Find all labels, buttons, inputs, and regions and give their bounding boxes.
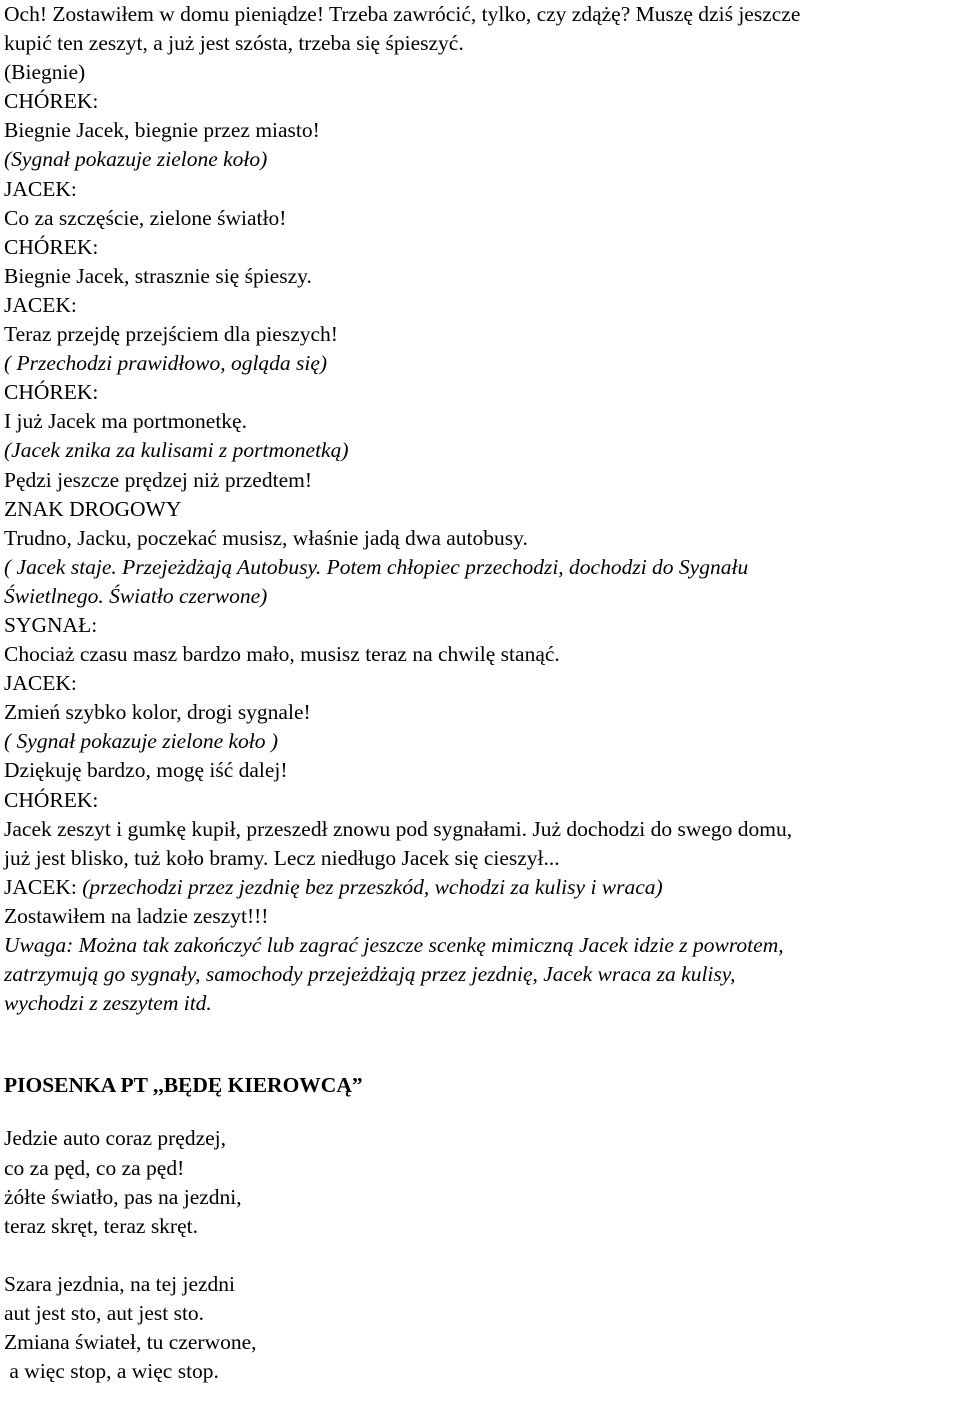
speaker-label: JACEK: [4, 874, 83, 899]
spacer [4, 1241, 954, 1270]
spacer [4, 1100, 954, 1124]
speaker-label: JACEK: [4, 176, 77, 201]
speaker-label: ZNAK DROGOWY [4, 496, 182, 521]
text-line: kupić ten zeszyt, a już jest szósta, trzeba się śpieszyć. [4, 31, 464, 56]
speaker-label: CHÓREK: [4, 89, 99, 114]
verse-line: aut jest sto, aut jest sto. [4, 1301, 205, 1326]
text-line: Zostawiłem na ladzie zeszyt!!! [4, 903, 269, 928]
text-line: Biegnie Jacek, strasznie się śpieszy. [4, 263, 312, 288]
speaker-with-direction [4, 873, 954, 902]
note-line: Uwaga: Można tak zakończyć lub zagrać jeszcze scenkę mimiczną Jacek idzie z powrotem, [4, 933, 784, 957]
spacer [4, 1018, 954, 1047]
spacer [4, 1047, 954, 1071]
stage-direction: (przechodzi przez jezdnię bez przeszkód, wchodzi za kulisy i wraca) [82, 874, 663, 899]
stage-direction: ( Jacek staje. Przejeżdżają Autobusy. Potem chłopiec przechodzi, dochodzi do Sygnału [4, 554, 749, 579]
note-line: zatrzymują go sygnały, samochody przejeżdżają przez jezdnię, Jacek wraca za kulisy, [4, 962, 736, 987]
speaker-label: CHÓREK: [4, 787, 99, 812]
verse-line: żółte światło, pas na jezdni, [4, 1184, 242, 1209]
text-line: Trudno, Jacku, poczekać musisz, właśnie jadą dwa autobusy. [4, 525, 528, 550]
verse-line: teraz skręt, teraz skręt. [4, 1213, 198, 1238]
text-line: Zmień szybko kolor, drogi sygnale! [4, 700, 311, 725]
verse-line: Jedzie auto coraz prędzej, [4, 1126, 227, 1151]
text-line: I już Jacek ma portmonetkę. [4, 409, 247, 434]
stage-direction: ( Sygnał pokazuje zielone koło ) [4, 729, 279, 754]
stage-direction: (Sygnał pokazuje zielone koło) [4, 147, 268, 172]
text-line: Och! Zostawiłem w domu pieniądze! Trzeba zawrócić, tylko, czy zdążę? Muszę dziś jeszcze [4, 2, 801, 26]
text-line: Biegnie Jacek, biegnie przez miasto! [4, 118, 320, 143]
text-line: Pędzi jeszcze prędzej niż przedtem! [4, 467, 312, 492]
verse-line: Szara jezdnia, na tej jezdni [4, 1271, 236, 1296]
text-line: już jest blisko, tuż koło bramy. Lecz niedługo Jacek się cieszył... [4, 845, 560, 870]
note-line: wychodzi z zeszytem itd. [4, 991, 212, 1016]
text-line: Co za szczęście, zielone światło! [4, 205, 287, 230]
verse-line: co za pęd, co za pęd! [4, 1155, 185, 1180]
speaker-label: CHÓREK: [4, 234, 99, 259]
song-title: PIOSENKA PT ,,BĘDĘ KIEROWCĄ” [4, 1073, 363, 1098]
document-page [4, 0, 954, 1386]
stage-direction: (Biegnie) [4, 60, 86, 85]
speaker-label: JACEK: [4, 671, 77, 696]
speaker-label: JACEK: [4, 292, 77, 317]
speaker-label: SYGNAŁ: [4, 612, 98, 637]
speaker-label: CHÓREK: [4, 380, 99, 405]
verse-line: Zmiana świateł, tu czerwone, [4, 1330, 257, 1355]
text-line: Teraz przejdę przejściem dla pieszych! [4, 322, 338, 347]
text-line: Jacek zeszyt i gumkę kupił, przeszedł znowu pod sygnałami. Już dochodzi do swego domu, [4, 816, 793, 841]
verse-line: a więc stop, a więc stop. [4, 1359, 219, 1384]
stage-direction: (Jacek znika za kulisami z portmonetką) [4, 438, 349, 463]
stage-direction: Świetlnego. Światło czerwone) [4, 583, 268, 608]
text-line: Chociaż czasu masz bardzo mało, musisz teraz na chwilę stanąć. [4, 642, 560, 667]
stage-direction: ( Przechodzi prawidłowo, ogląda się) [4, 351, 328, 376]
text-line: Dziękuję bardzo, mogę iść dalej! [4, 758, 288, 783]
